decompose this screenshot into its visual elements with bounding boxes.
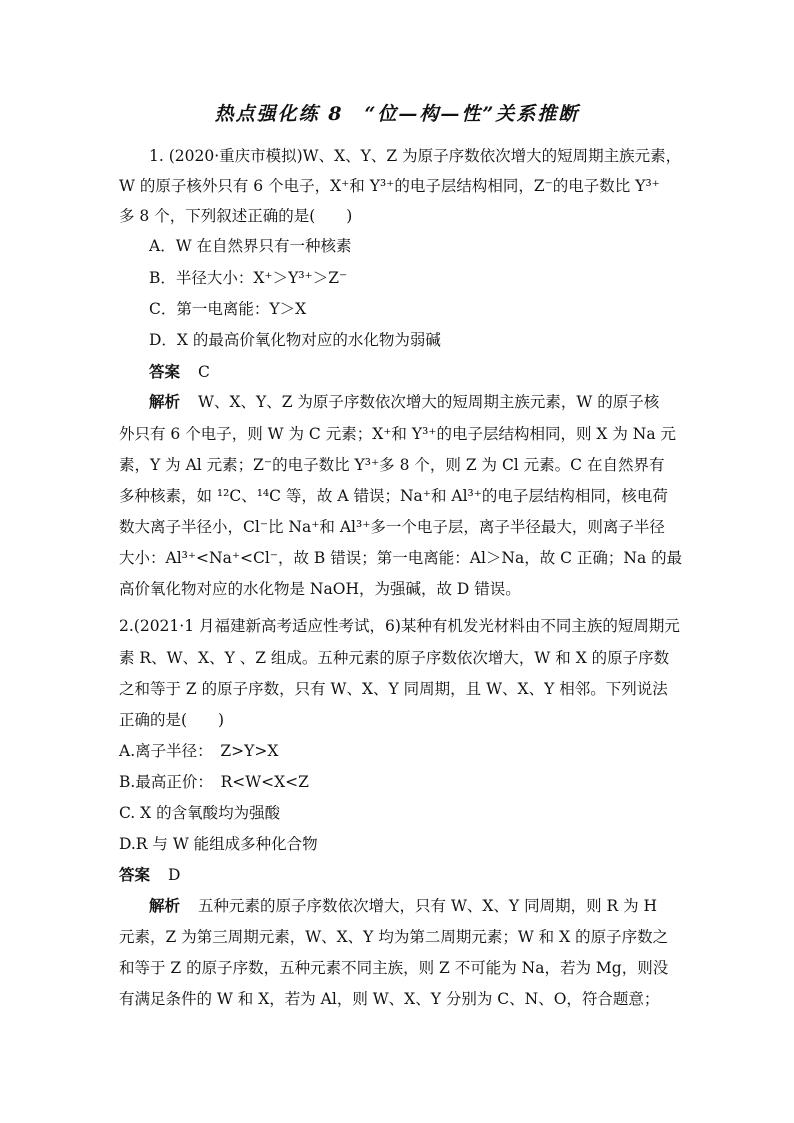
q1-analysis-line-4: 多种核素，如 ¹²C、¹⁴C 等，故 A 错误；Na⁺和 Al³⁺的电子层结构相同，核电荷 — [119, 487, 668, 505]
q2-stem-line-4: 正确的是( ) — [119, 711, 225, 729]
q2-analysis-line-4: 有满足条件的 W 和 X，若为 Al，则 W、X、Y 分别为 C、N、O，符合题意； — [119, 990, 660, 1008]
q1-analysis-text-1: W、X、Y、Z 为原子序数依次增大的短周期主族元素，W 的原子核 — [198, 393, 660, 411]
q2-option-a: A.离子半径： Z>Y>X — [119, 742, 279, 760]
q1-analysis-line-6: 大小：Al³⁺<Na⁺<Cl⁻，故 B 错误；第一电离能：Al＞Na，故 C 正确；Na 的最 — [119, 549, 683, 567]
q2-stem-line-3: 之和等于 Z 的原子序数，只有 W、X、Y 同周期，且 W、X、Y 相邻。下列说法 — [119, 680, 668, 698]
q2-analysis-line-1 — [149, 896, 657, 916]
q2-option-d: D.R 与 W 能组成多种化合物 — [119, 835, 318, 853]
q1-analysis-line-3: 素，Y 为 Al 元素；Z⁻的电子数比 Y³⁺多 8 个，则 Z 为 Cl 元素。C 在自然界有 — [119, 456, 665, 474]
q2-answer-label: 答案 — [119, 865, 151, 884]
q1-stem-line-2: W 的原子核外只有 6 个电子，X⁺和 Y³⁺的电子层结构相同，Z⁻的电子数比 Y³⁺ — [119, 177, 660, 195]
q2-option-b: B.最高正价： R<W<X<Z — [119, 773, 309, 791]
q2-stem-line-2: 素 R、W、X、Y 、Z 组成。五种元素的原子序数依次增大，W 和 X 的原子序数 — [119, 649, 670, 667]
q1-answer-value: C — [198, 363, 210, 381]
q1-option-c: C．第一电离能：Y＞X — [149, 300, 307, 318]
q1-analysis-line-7: 高价氧化物对应的水化物是 NaOH，为强碱，故 D 错误。 — [119, 580, 521, 598]
q1-analysis-line-2: 外只有 6 个电子，则 W 为 C 元素；X⁺和 Y³⁺的电子层结构相同，则 X 为 Na 元 — [119, 425, 677, 443]
q1-answer-label: 答案 — [149, 362, 181, 381]
q2-answer — [119, 865, 180, 885]
q1-stem-line-1: 1. (2020·重庆市模拟)W、X、Y、Z 为原子序数依次增大的短周期主族元素， — [149, 147, 682, 165]
q1-option-a: A．W 在自然界只有一种核素 — [149, 237, 352, 255]
q1-answer — [149, 362, 210, 382]
q1-analysis-line-5: 数大离子半径小，Cl⁻比 Na⁺和 Al³⁺多一个电子层，离子半径最大，则离子半径 — [119, 518, 665, 536]
q2-analysis-label: 解析 — [149, 896, 181, 915]
q2-analysis-line-2: 元素，Z 为第三周期元素，W、X、Y 均为第二周期元素；W 和 X 的原子序数之 — [119, 928, 669, 946]
q2-analysis-text-1: 五种元素的原子序数依次增大，只有 W、X、Y 同周期，则 R 为 H — [198, 897, 658, 915]
q1-stem-line-3: 多 8 个，下列叙述正确的是( ) — [119, 207, 353, 225]
q1-option-d: D．X 的最高价氧化物对应的水化物为弱碱 — [149, 331, 441, 349]
page-title: 热点强化练 8 “位—构—性”关系推断 — [214, 103, 580, 125]
q2-stem-line-1: 2.(2021·1 月福建新高考适应性考试，6)某种有机发光材料由不同主族的短周期元 — [119, 617, 680, 635]
q2-answer-value: D — [168, 866, 181, 884]
q1-analysis-label: 解析 — [149, 392, 181, 411]
q2-analysis-line-3: 和等于 Z 的原子序数，五种元素不同主族，则 Z 不可能为 Na，若为 Mg，则没 — [119, 959, 669, 977]
q1-analysis-line-1 — [149, 392, 659, 412]
q1-option-b: B．半径大小：X⁺＞Y³⁺＞Z⁻ — [149, 269, 348, 287]
q2-option-c: C. X 的含氧酸均为强酸 — [119, 804, 281, 822]
